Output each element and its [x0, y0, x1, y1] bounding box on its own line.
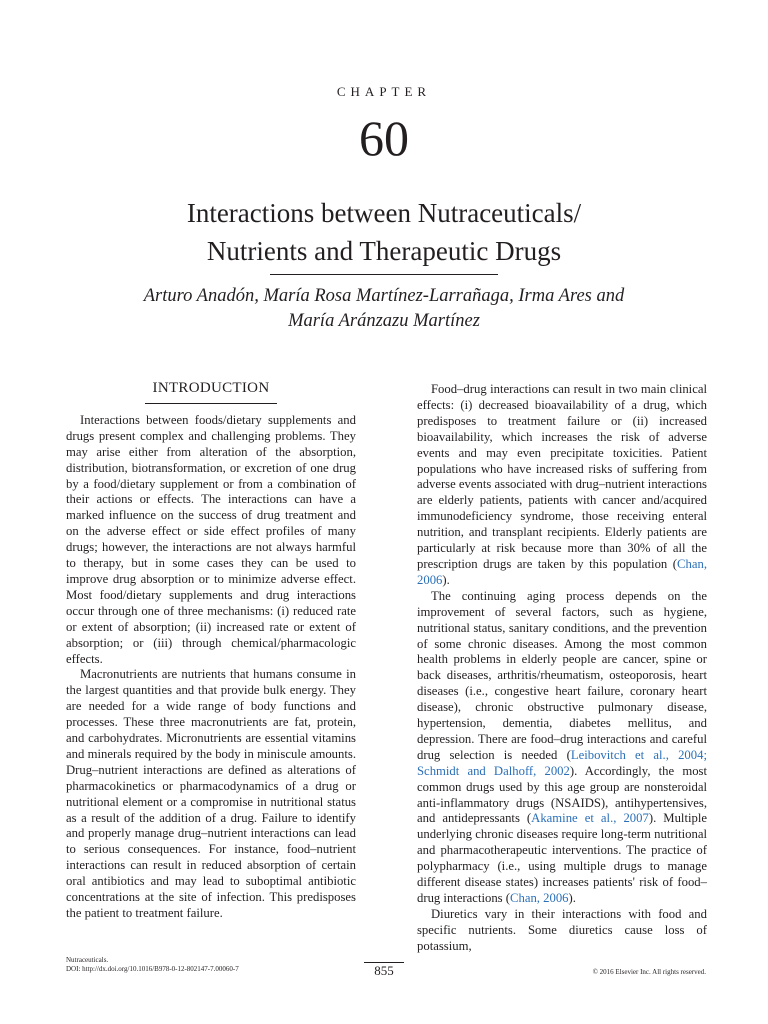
paragraph: Interactions between foods/dietary supplements and drugs present complex and challenging problems. They may arise either from alteration of the absorption, distribution, biotransformation, or excretion of one drug by a food/dietary supplement or from a combination of their actions or effects. The interactions can have a marked influence on the success of drug treatment and on the adverse effect or side effect profiles of many drugs; however, the interactions are not always harmful to therapy, but in some cases they can be used to improve drug absorption or to minimize adverse effect. Most food/dietary supplements and drug interactions occur through one of three mechanisms: (i) reduced rate or extent of absorption; (ii) increased rate or extent of absorption; or (iii) through chemical/pharmacologic effects. [66, 412, 356, 666]
paragraph-text: The continuing aging process depends on the improvement of several factors, such as hygiene, nutritional status, sanitary conditions, and the prevention of some chronic diseases. Among the most common health problems in elderly people are cancer, spine or back diseases, arthritis/rheumatism, osteoporosis, heart diseases (i.e., congestive heart failure, coronary heart disease), chronic obstructive pulmonary disease, hypertension, dementia, diabetes mellitus, and depression. There are food–drug interactions and careful drug selection is needed ( [417, 588, 707, 762]
chapter-label: CHAPTER [336, 84, 432, 99]
copyright: © 2016 Elsevier Inc. All rights reserved. [592, 968, 706, 976]
paragraph-text: ). [442, 572, 450, 587]
author-list [0, 284, 768, 334]
right-column [417, 382, 707, 955]
citation-link[interactable]: Chan, 2006 [417, 556, 707, 587]
paragraph [417, 382, 707, 589]
footer-book-title: Nutraceuticals. [66, 956, 109, 964]
paragraph-text: ). Multiple underlying chronic diseases require long-term nutritional and pharmacotherapeutic interventions. The practice of polypharmacy (i.e., using multiple drugs to manage different disease states) increases patients' risk of food–drug interactions ( [417, 811, 707, 905]
page-number: 855 [374, 963, 394, 978]
title-rule [270, 274, 498, 275]
citation-link[interactable]: Leibovitch et al., 2004; Schmidt and Dalhoff, 2002 [417, 747, 707, 778]
paragraph [417, 589, 707, 907]
section-heading-introduction: INTRODUCTION [152, 380, 270, 396]
left-column [66, 380, 356, 922]
heading-rule [145, 403, 277, 404]
citation-link[interactable]: Akamine et al., 2007 [531, 811, 649, 826]
footer-source [66, 956, 239, 974]
paragraph: Macronutrients are nutrients that humans consume in the largest quantities and that provide bulk energy. They are needed for a wide range of body functions and processes. These three macronutrients are fat, protein, and carbohydrates. Micronutrients are essential vitamins and minerals required by the body in miniscule amounts. Drug–nutrient interactions are defined as alterations of pharmacokinetics or pharmacodynamics of a drug or nutritional element or a compromise in nutritional status as a result of the addition of a drug. Failure to identify and properly manage drug–nutrient interactions can lead to serious consequences. For instance, food–nutrient interactions can result in reduced absorption of certain oral antibiotics and may lead to suboptimal antibiotic concentrations at the site of infection. This predisposes the patient to treatment failure. [66, 667, 356, 920]
citation-link[interactable]: Chan, 2006 [510, 891, 569, 905]
paragraph-text: ). [568, 891, 576, 905]
paragraph-text: Food–drug interactions can result in two main clinical effects: (i) decreased bioavailability of a drug, which predisposes to treatment failure or (ii) increased bioavailability, which increases the risk of adverse events and may even precipitate toxicities. Patient populations who have increased risks of suffering from adverse events associated with drug–nutrient interactions are elderly patients, patients with cancer and/acquired immunodeficiency syndrome, those receiving enteral nutrition, and transplant recipients. Elderly patients are particularly at risk because more than 30% of all the prescription drugs are taken by this population ( [417, 382, 707, 571]
paragraph: Diuretics vary in their interactions with food and specific nutrients. Some diuretics cause loss of potassium, [417, 906, 707, 953]
authors-line-2: María Aránzazu Martínez [288, 311, 480, 331]
chapter-number: 60 [359, 110, 409, 166]
footer-doi[interactable]: DOI: http://dx.doi.org/10.1016/B978-0-12-802147-7.00060-7 [66, 965, 239, 973]
authors-line-1: Arturo Anadón, María Rosa Martínez-Larrañaga, Irma Ares and [143, 286, 625, 306]
chapter-title [0, 194, 768, 270]
title-line-1: Interactions between Nutraceuticals/ [186, 198, 582, 228]
paragraph-text: ). Accordingly, the most common drugs used by this age group are nonsteroidal anti-inflammatory drugs (NSAIDS), antihypertensives, and antidepressants ( [417, 763, 707, 826]
title-line-2: Nutrients and Therapeutic Drugs [206, 236, 562, 266]
